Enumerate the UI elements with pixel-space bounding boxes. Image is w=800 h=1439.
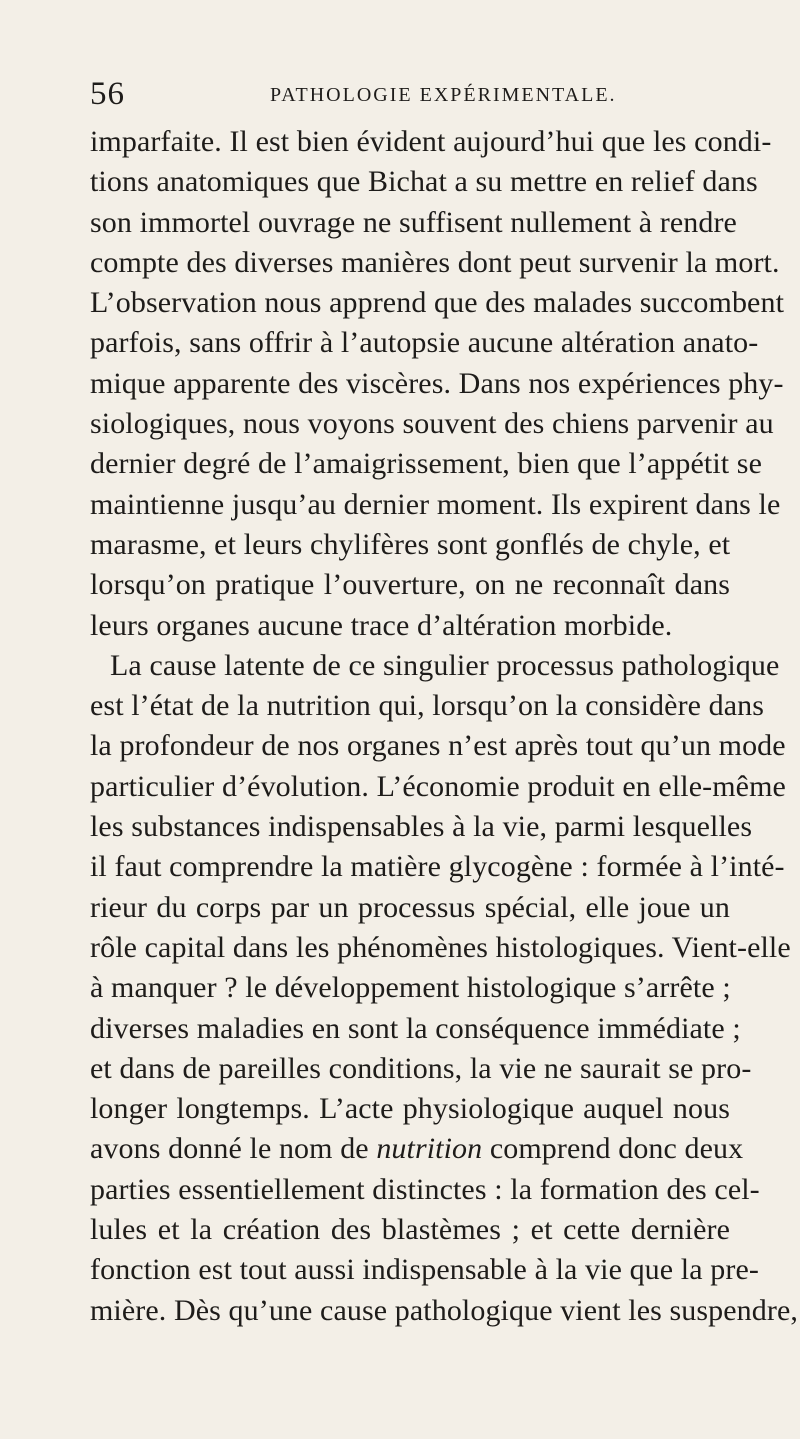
running-head (90, 74, 730, 114)
text-line: mière. Dès qu’une cause pathologique vient les suspendre, (90, 1293, 798, 1327)
text-line: maintienne jusqu’au dernier moment. Ils expirent dans le (90, 487, 781, 521)
text-segment: comprend donc deux (489, 1132, 744, 1166)
text-line: les substances indispensables à la vie, parmi lesquelles (90, 810, 753, 844)
text-line: compte des diverses manières dont peut survenir la mort. (90, 245, 780, 279)
text-line: lules et la création des blastèmes ; et cette dernière (90, 1213, 730, 1247)
text-line: parfois, sans offrir à l’autopsie aucune altération anato- (90, 326, 759, 360)
text-line: longer longtemps. L’acte physiologique auquel nous (90, 1092, 730, 1126)
text-line: siologiques, nous voyons souvent des chiens parvenir au (90, 407, 774, 441)
text-line: lorsqu’on pratique l’ouverture, on ne reconnaît dans (90, 568, 730, 602)
running-title: PATHOLOGIE EXPÉRIMENTALE. (270, 84, 617, 106)
text-line: est l’état de la nutrition qui, lorsqu’on la considère dans (90, 689, 765, 723)
text-line: fonction est tout aussi indispensable à la vie que la pre- (90, 1253, 759, 1287)
text-line: diverses maladies en sont la conséquence immédiate ; (90, 1011, 741, 1045)
text-line: imparfaite. Il est bien évident aujourd’hui que les condi- (90, 125, 772, 158)
text-line: marasme, et leurs chylifères sont gonflés de chyle, et (90, 527, 731, 561)
text-line: et dans de pareilles conditions, la vie ne saurait se pro- (90, 1051, 752, 1085)
text-line: particulier d’évolution. L’économie produit en elle-même (90, 769, 786, 803)
text-line: mique apparente des viscères. Dans nos expériences phy- (90, 366, 784, 400)
text-segment: avons donné le nom de (90, 1132, 369, 1166)
text-line: à manquer ? le développement histologique s’arrête ; (90, 971, 731, 1005)
page-number: 56 (90, 76, 125, 112)
text-line: rieur du corps par un processus spécial, elle joue un (90, 890, 730, 924)
italic-term: nutrition (376, 1132, 483, 1166)
text-line: rôle capital dans les phénomènes histologiques. Vient-elle (90, 930, 791, 964)
text-line: dernier degré de l’amaigrissement, bien que l’appétit se (90, 447, 763, 481)
text-line: L’observation nous apprend que des malades succombent (90, 286, 785, 320)
text-line: son immortel ouvrage ne suffisent nullement à rendre (90, 205, 737, 239)
text-line: parties essentiellement distinctes : la formation des cel- (90, 1172, 760, 1206)
text-line: La cause latente de ce singulier processus pathologique (110, 648, 780, 682)
text-line: tions anatomiques que Bichat a su mettre en relief dans (90, 165, 758, 199)
body-text (90, 122, 798, 1331)
text-line: leurs organes aucune trace d’altération morbide. (90, 608, 673, 642)
text-line: il faut comprendre la matière glycogène : formée à l’inté- (90, 850, 785, 884)
text-line-with-italic (90, 1129, 744, 1169)
text-line: la profondeur de nos organes n’est après tout qu’un mode (90, 729, 786, 763)
